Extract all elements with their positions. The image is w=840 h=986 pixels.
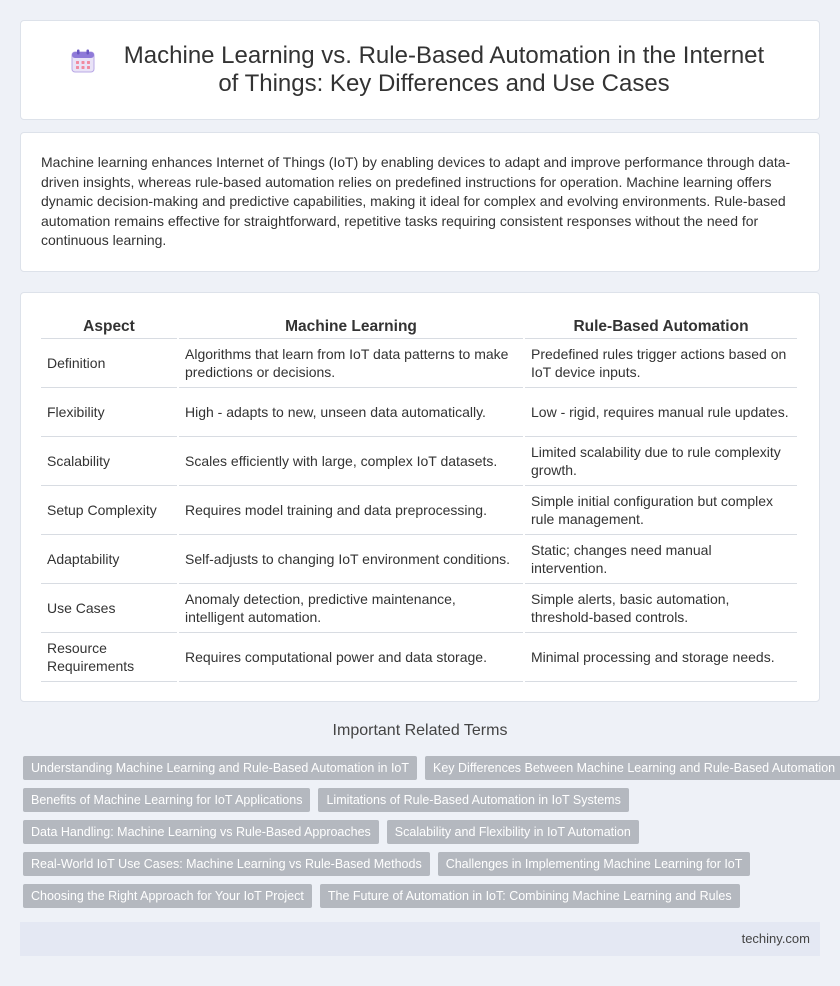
related-term-tag[interactable]: Challenges in Implementing Machine Learning for IoT [438, 852, 751, 876]
related-term-tag[interactable]: Understanding Machine Learning and Rule-Based Automation in IoT [23, 756, 417, 780]
table-row [41, 486, 797, 535]
table-header-row [41, 313, 797, 339]
machine-learning-cell: Algorithms that learn from IoT data patterns to make predictions or decisions. [179, 339, 523, 388]
related-term-tag[interactable]: Real-World IoT Use Cases: Machine Learning vs Rule-Based Methods [23, 852, 430, 876]
rule-based-cell: Simple alerts, basic automation, threshold-based controls. [525, 584, 797, 633]
column-header-machine-learning: Machine Learning [179, 313, 523, 339]
machine-learning-cell: Anomaly detection, predictive maintenance, intelligent automation. [179, 584, 523, 633]
related-term-tag[interactable]: Limitations of Rule-Based Automation in IoT Systems [318, 788, 628, 812]
intro-paragraph: Machine learning enhances Internet of Things (IoT) by enabling devices to adapt and improve performance through data-driven insights, whereas rule-based automation relies on predefined instructions for operation. Machine learning offers dynamic decision-making and predictive capabilities, making it ideal for complex and evolving environments. Rule-based automation remains effective for straightforward, repetitive tasks requiring consistent responses without the need for continuous learning. [41, 154, 791, 248]
table-row [41, 339, 797, 388]
table-row [41, 437, 797, 486]
aspect-cell: Use Cases [41, 584, 177, 633]
rule-based-cell: Predefined rules trigger actions based on IoT device inputs. [525, 339, 797, 388]
tag-row [23, 884, 823, 908]
related-term-tag[interactable]: Key Differences Between Machine Learning and Rule-Based Automation [425, 756, 840, 780]
table-row [41, 535, 797, 584]
machine-learning-cell: Requires computational power and data storage. [179, 633, 523, 682]
title-card [20, 20, 820, 120]
rule-based-cell: Static; changes need manual intervention. [525, 535, 797, 584]
aspect-cell: Scalability [41, 437, 177, 486]
related-term-tag[interactable]: Scalability and Flexibility in IoT Automation [387, 820, 639, 844]
title-wrap [70, 42, 770, 98]
related-term-tag[interactable]: Data Handling: Machine Learning vs Rule-Based Approaches [23, 820, 379, 844]
tag-row [23, 820, 823, 844]
related-term-tag[interactable]: Benefits of Machine Learning for IoT Applications [23, 788, 310, 812]
tag-row [23, 788, 823, 812]
machine-learning-cell: High - adapts to new, unseen data automatically. [179, 388, 523, 437]
rule-based-cell: Minimal processing and storage needs. [525, 633, 797, 682]
tag-row [23, 756, 836, 780]
calendar-icon [70, 48, 96, 74]
related-terms-heading: Important Related Terms [332, 722, 508, 739]
table-row [41, 633, 797, 682]
comparison-table [39, 313, 799, 682]
aspect-cell: Flexibility [41, 388, 177, 437]
related-terms-list [23, 756, 836, 916]
aspect-cell: Adaptability [41, 535, 177, 584]
machine-learning-cell: Scales efficiently with large, complex IoT datasets. [179, 437, 523, 486]
table-row [41, 388, 797, 437]
rule-based-cell: Simple initial configuration but complex rule management. [525, 486, 797, 535]
column-header-aspect: Aspect [41, 313, 177, 339]
machine-learning-cell: Requires model training and data preprocessing. [179, 486, 523, 535]
page-title: Machine Learning vs. Rule-Based Automation in the Internet of Things: Key Differences and Use Cases [123, 42, 765, 97]
related-term-tag[interactable]: The Future of Automation in IoT: Combining Machine Learning and Rules [320, 884, 740, 908]
comparison-card [20, 292, 820, 702]
tag-row [23, 852, 823, 876]
column-header-rule-based: Rule-Based Automation [525, 313, 797, 339]
aspect-cell: Definition [41, 339, 177, 388]
rule-based-cell: Limited scalability due to rule complexity growth. [525, 437, 797, 486]
aspect-cell: Resource Requirements [41, 633, 177, 682]
rule-based-cell: Low - rigid, requires manual rule updates. [525, 388, 797, 437]
related-term-tag[interactable]: Choosing the Right Approach for Your IoT Project [23, 884, 312, 908]
intro-card [20, 132, 820, 272]
table-row [41, 584, 797, 633]
aspect-cell: Setup Complexity [41, 486, 177, 535]
footer-site-link[interactable]: techiny.com [741, 931, 810, 946]
machine-learning-cell: Self-adjusts to changing IoT environment conditions. [179, 535, 523, 584]
footer [20, 922, 820, 956]
